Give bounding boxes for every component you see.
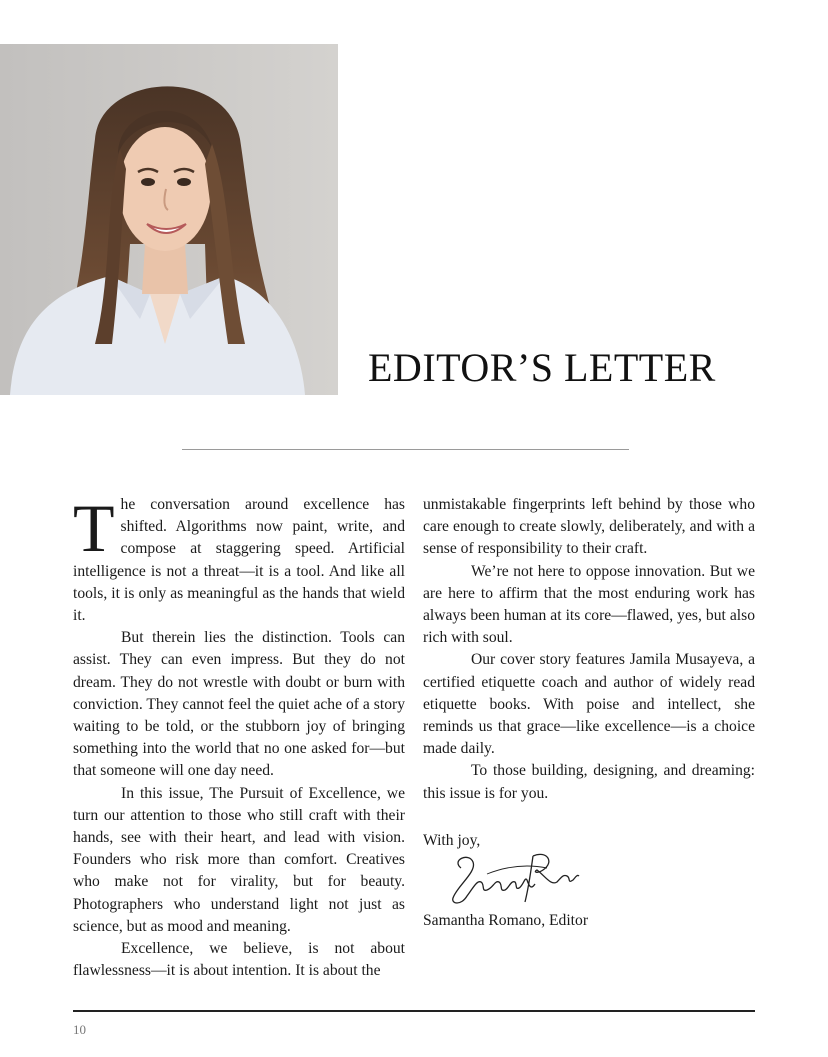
footer-divider	[73, 1010, 755, 1012]
article-paragraph	[73, 490, 405, 627]
article-paragraph: We’re not here to oppose innovation. But we are here to affirm that the most enduring work has always been human at its core—flawed, yes, but also rich with soul.	[423, 562, 755, 647]
title-divider	[182, 449, 629, 450]
article-left-column	[73, 490, 405, 982]
article-paragraph: unmistakable fingerprints left behind by those who care enough to create slowly, deliberately, and with a sense of responsibility to their craft.	[423, 496, 755, 558]
article-paragraph: In this issue, The Pursuit of Excellence, we turn our attention to those who still craft with their hands, see with their heart, and lead with vision. Founders who risk more than comfort. Creatives who make not for virality, but for beauty. Photographers who understand light not just as science, but as mood and meaning.	[73, 784, 405, 935]
article-paragraph: Excellence, we believe, is not about flawlessness—it is about intention. It is about the	[73, 940, 405, 980]
article-paragraph-text: he conversation around excellence has shifted. Algorithms now paint, write, and compose at staggering speed. Artificial intelligence is not a threat—it is a tool. And like all tools, it is only as meaningful as the hands that wield it.	[73, 496, 405, 625]
handwritten-signature	[447, 846, 581, 910]
drop-cap: T	[73, 490, 115, 566]
page-number: 10	[73, 1022, 86, 1037]
article-paragraph: Our cover story features Jamila Musayeva, a certified etiquette coach and author of widely read etiquette books. With poise and intellect, she reminds us that grace—like excellence—is a choice made daily.	[423, 651, 755, 758]
page-title: EDITOR’S LETTER	[368, 345, 716, 390]
editor-portrait-photo	[0, 44, 338, 395]
editor-name: Samantha Romano, Editor	[423, 912, 589, 929]
article-paragraph: But therein lies the distinction. Tools can assist. They can even impress. But they do not dream. They do not wrestle with doubt or burn with conviction. They cannot feel the quiet ache of a story waiting to be told, or the stubborn joy of bringing something into the world that no one asked for—but that someone will one day need.	[73, 629, 405, 780]
article-right-column	[423, 494, 755, 805]
article-paragraph: To those building, designing, and dreaming: this issue is for you.	[423, 762, 755, 802]
portrait-illustration	[0, 44, 338, 395]
signoff-text: With joy,	[423, 832, 481, 849]
